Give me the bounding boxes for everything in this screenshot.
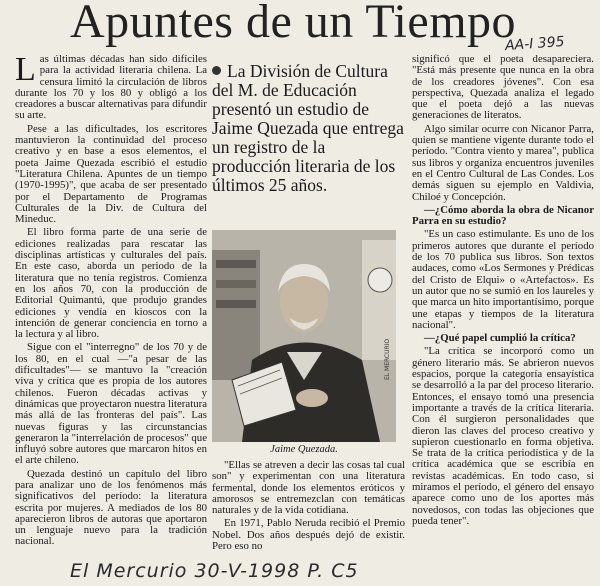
paragraph: Sigue con el "interregno" de los 70 y de los 80, en el cual —"a pesar de las dificultades"— se mantuvo la "creación viva y crítica que es propia de los autores chilenos. Fueron décadas activas y dinámicas que proyectaron nuestra literatura más allá de las fronteras del país". Las nuevas figuras y las circunstancias generaron la "interrelación de procesos" que influyó sobre autores que marcaron hitos en el arte chileno.	[15, 341, 207, 467]
paragraph: "La crítica se incorporó como un género literario más. Se abrieron nuevos espacios, porque la categoría ensayística se desarrolló a la par del proceso literario. Entonces, el ensayo tomó una presencia importante a través de la crítica literaria. Con él surgieron personalidades que dieron las claves del proceso creativo y supieron cuestionarlo en forma objetiva. Se trata de la crítica periodística y de la crítica académica que se escribía en revistas académicas. En todo caso, si miramos el período, el género del ensayo aparece como uno de los aportes más novedosos, con todas las objeciones que pueda tener".	[412, 345, 594, 527]
handwritten-reference: AA-I 395	[504, 33, 566, 55]
paragraph: Pese a las dificultades, los escritores mantuvieron la continuidad del proceso creativo y en base a esos elementos, el poeta Jaime Quezada escribió el estudio "Literatura Chilena. Apuntes de un tiempo (1970-1995)", que acaba de ser presentado por el Departamento de Programas Culturales de la Div. de Cultura del Mineduc.	[15, 122, 207, 226]
photo-credit: EL MERCURIO	[384, 338, 391, 380]
article-column-1	[15, 54, 207, 562]
bullet-icon	[212, 66, 221, 75]
paragraph: Quezada destinó un capítulo del libro para analizar uno de los fenómenos más significativos del período: la literatura escrita por mujeres. A mediados de los 80 aparecieron libros de autoras que aportaron un lenguaje nuevo para la tradición nacional.	[15, 467, 207, 548]
photo-caption: Jaime Quezada.	[270, 444, 338, 455]
paragraph: "Es un caso estimulante. Es uno de los primeros autores que durante el período de los 70 publica sus libros. Son textos audaces, como «Los Sermones y Prédicas del Cristo de Elqui» o «Artefactos». Es un autor que no se sumió en los laureles y que marca un hito importantísimo, porque une etapas y tiempos de la literatura nacional".	[412, 228, 594, 331]
paragraph: "Ellas se atreven a decir las cosas tal cual son" y experimentan con una literatura fermental, donde los elementos eróticos y amorosos se entremezclan con temáticas naturales y de la vida cotidiana.	[212, 460, 405, 517]
drop-cap: L	[15, 54, 36, 88]
article-column-3	[412, 54, 594, 562]
paragraph: significó que el poeta desapareciera. "Está más presente que nunca en la obra de los creadores jóvenes". Con esa perspectiva, Quezada analiza el legado que el poeta dejó a las nuevas generaciones de literatos.	[412, 54, 594, 122]
paragraph: Algo similar ocurre con Nicanor Parra, quien se mantiene vigente durante todo el período. "Contra viento y marea", publica sus libros y organiza encuentros juveniles en el Centro Cultural de Las Condes. Los demás siguen su ejemplo en Valdivia, Chiloé y Concepción.	[412, 122, 594, 203]
interview-question: —¿Cómo aborda la obra de Nicanor Parra en su estudio?	[412, 203, 594, 228]
portrait-photo	[212, 230, 396, 442]
article-title: Apuntes de un Tiempo	[70, 0, 517, 48]
article-column-2	[212, 460, 405, 560]
paragraph-text: as últimas décadas han sido difíciles para la actividad literaria chilena. La censura limitó la circulación de libros durante los 70 y los 80 y obligó a los creadores a buscar alternativas para difundir su arte.	[15, 54, 207, 122]
interview-question: —¿Qué papel cumplió la crítica?	[424, 332, 576, 345]
paragraph: En 1971, Pablo Neruda recibió el Premio Nobel. Dos años después dejó de existir. Pero eso no	[212, 517, 405, 553]
paragraph	[15, 54, 207, 122]
paragraph: El libro forma parte de una serie de ediciones realizadas para rescatar las disciplinas artísticas y culturales del país. En este caso, aborda un periodo de la literatura que no tenía registros. Comienza en los años 70, con la producción de Editorial Quimantú, que produjo grandes ediciones y vendía en kioscos con la intención de generar conciencia en torno a la lectura y al libro.	[15, 226, 207, 341]
lead-text: La División de Cultura del M. de Educación presentó un estudio de Jaime Quezada que entrega un registro de la producción literaria de los últimos 25 años.	[212, 61, 404, 195]
article-lead	[212, 62, 407, 195]
handwritten-source-date: El Mercurio 30-V-1998 P. C5	[70, 560, 359, 582]
portrait-illustration	[212, 230, 396, 442]
